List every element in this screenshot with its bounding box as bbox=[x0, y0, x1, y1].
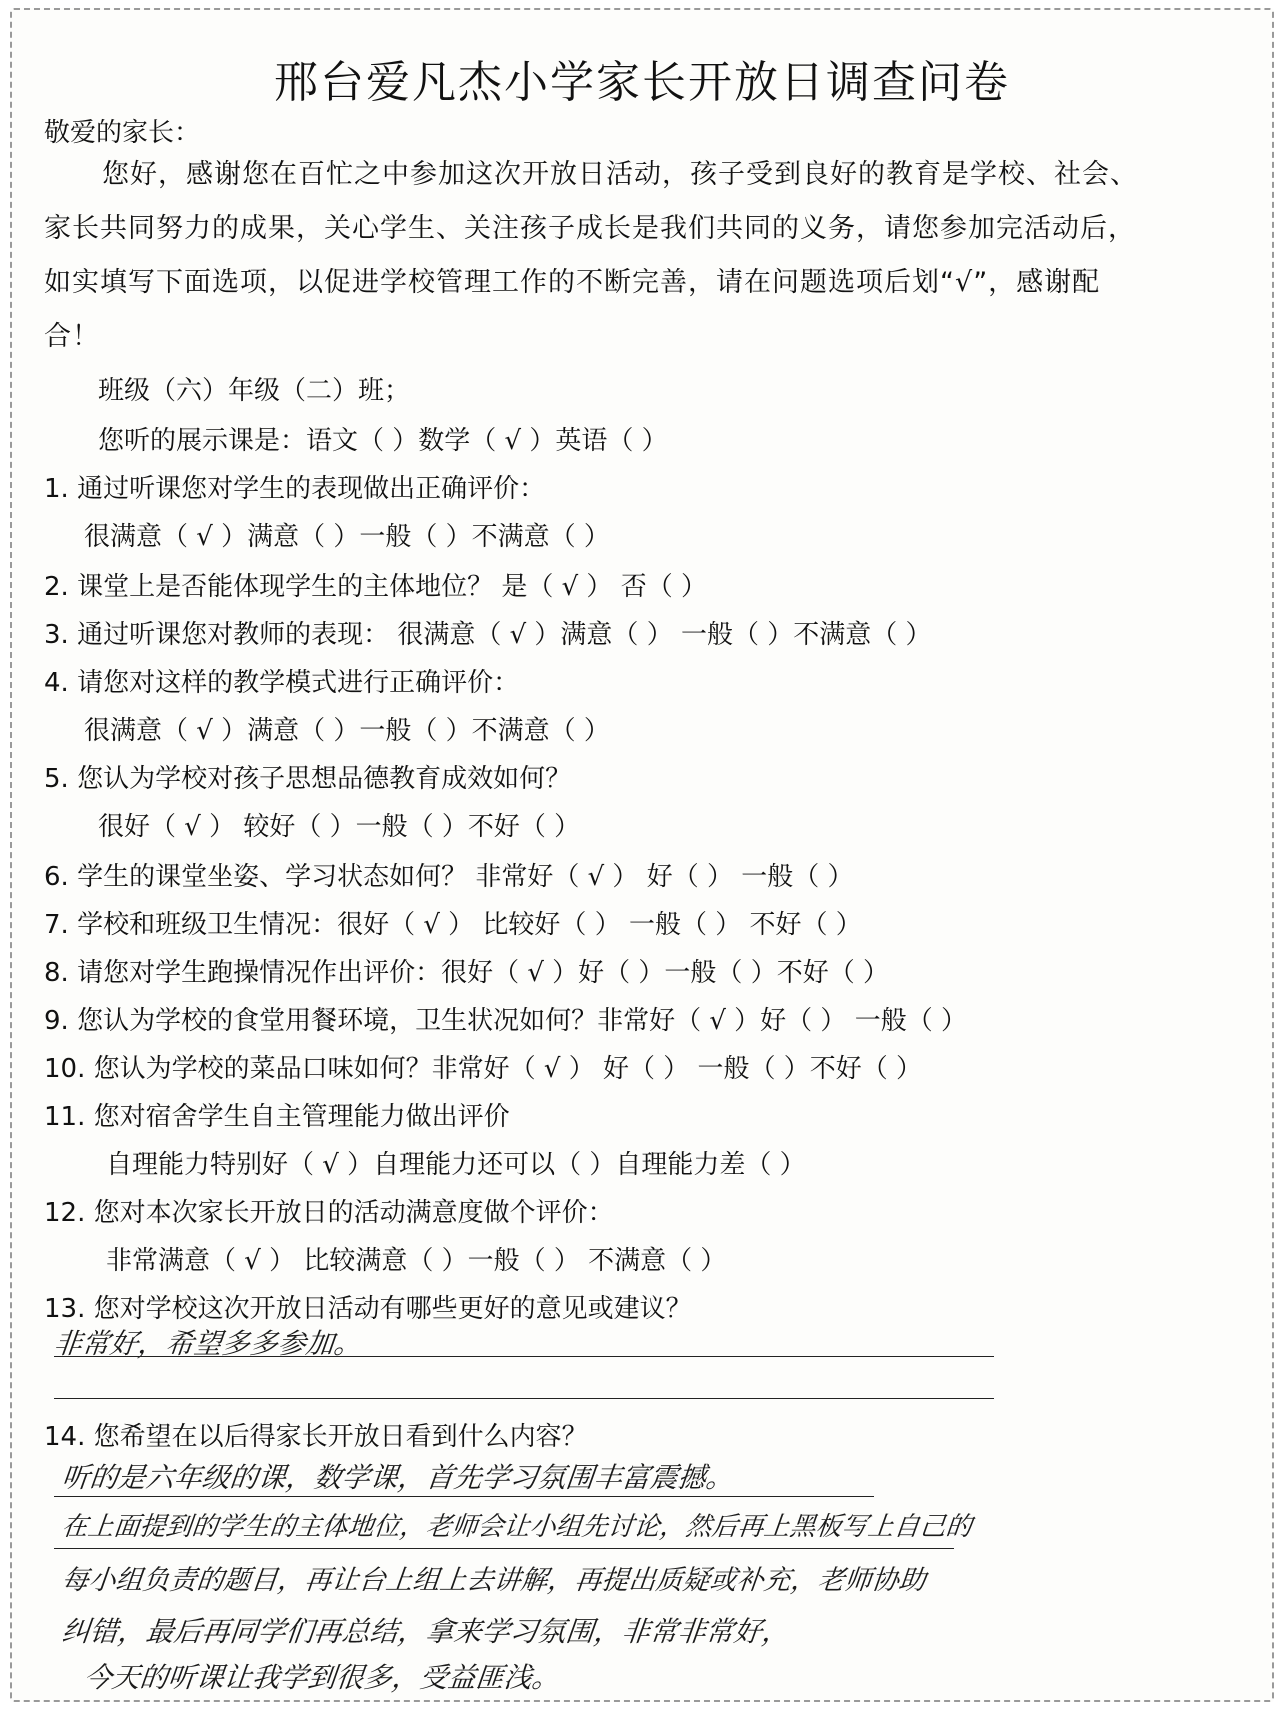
answer-13-handwriting: 非常好，希望多多参加。 bbox=[52, 1327, 364, 1360]
question-3: 3. 通过听课您对教师的表现： 很满意（ √ ）满意（ ） 一般（ ）不满意（ ） bbox=[44, 620, 932, 650]
answer-14-rule-2 bbox=[54, 1548, 954, 1549]
course-line: 您听的展示课是：语文（ ）数学（ √ ）英语（ ） bbox=[98, 426, 668, 456]
question-2: 2. 课堂上是否能体现学生的主体地位？ 是（ √ ） 否（ ） bbox=[44, 572, 707, 602]
answer-13-line-1 bbox=[54, 1356, 994, 1357]
question-1: 1. 通过听课您对学生的表现做出正确评价： bbox=[44, 474, 546, 504]
answer-14-line-5: 今天的听课让我学到很多，受益匪浅。 bbox=[82, 1661, 562, 1694]
question-11-options: 自理能力特别好（ √ ）自理能力还可以（ ）自理能力差（ ） bbox=[106, 1150, 806, 1180]
question-4-options: 很满意（ √ ）满意（ ）一般（ ）不满意（ ） bbox=[84, 716, 610, 746]
answer-14-line-4: 纠错，最后再同学们再总结，拿来学习氛围，非常非常好， bbox=[60, 1615, 792, 1648]
page-title: 邢台爱凡杰小学家长开放日调查问卷 bbox=[274, 57, 1010, 108]
question-7: 7. 学校和班级卫生情况：很好（ √ ） 比较好（ ） 一般（ ） 不好（ ） bbox=[44, 910, 862, 940]
question-9: 9. 您认为学校的食堂用餐环境，卫生状况如何？非常好（ √ ）好（ ） 一般（ ） bbox=[44, 1006, 967, 1036]
class-line: 班级（六）年级（二）班； bbox=[98, 376, 411, 406]
question-1-options: 很满意（ √ ）满意（ ）一般（ ）不满意（ ） bbox=[84, 522, 610, 552]
question-8: 8. 请您对学生跑操情况作出评价：很好（ √ ）好（ ）一般（ ）不好（ ） bbox=[44, 958, 889, 988]
question-13: 13. 您对学校这次开放日活动有哪些更好的意见或建议？ bbox=[44, 1294, 692, 1324]
survey-page bbox=[10, 8, 1274, 1702]
intro-line-2: 家长共同努力的成果，关心学生、关注孩子成长是我们共同的义务，请您参加完活动后， bbox=[44, 213, 1136, 244]
question-10: 10. 您认为学校的菜品口味如何？非常好（ √ ） 好（ ） 一般（ ）不好（ ） bbox=[44, 1054, 923, 1084]
question-12-options: 非常满意（ √ ） 比较满意（ ）一般（ ） 不满意（ ） bbox=[106, 1246, 727, 1276]
question-11: 11. 您对宿舍学生自主管理能力做出评价 bbox=[44, 1102, 510, 1132]
question-6: 6. 学生的课堂坐姿、学习状态如何？ 非常好（ √ ） 好（ ） 一般（ ） bbox=[44, 862, 854, 892]
answer-14-line-3: 每小组负责的题目，再让台上组上去讲解，再提出质疑或补充，老师协助 bbox=[60, 1565, 928, 1596]
intro-line-1: 您好，感谢您在百忙之中参加这次开放日活动，孩子受到良好的教育是学校、社会、 bbox=[102, 159, 1138, 190]
greeting: 敬爱的家长： bbox=[44, 118, 201, 148]
answer-14-line-2: 在上面提到的学生的主体地位，老师会让小组先讨论，然后再上黑板写上自己的 bbox=[60, 1512, 974, 1542]
question-14: 14. 您希望在以后得家长开放日看到什么内容？ bbox=[44, 1422, 588, 1452]
answer-14-line-1: 听的是六年级的课，数学课，首先学习氛围丰富震撼。 bbox=[60, 1461, 736, 1494]
question-5: 5. 您认为学校对孩子思想品德教育成效如何？ bbox=[44, 764, 572, 794]
question-12: 12. 您对本次家长开放日的活动满意度做个评价： bbox=[44, 1198, 614, 1228]
answer-13-line-2 bbox=[54, 1398, 994, 1399]
intro-line-3: 如实填写下面选项，以促进学校管理工作的不断完善，请在问题选项后划“√”，感谢配 bbox=[44, 267, 1101, 298]
question-4: 4. 请您对这样的教学模式进行正确评价： bbox=[44, 668, 520, 698]
answer-14-rule-1 bbox=[54, 1496, 874, 1497]
intro-line-4: 合！ bbox=[44, 321, 100, 352]
question-5-options: 很好（ √ ） 较好（ ）一般（ ）不好（ ） bbox=[98, 812, 581, 842]
